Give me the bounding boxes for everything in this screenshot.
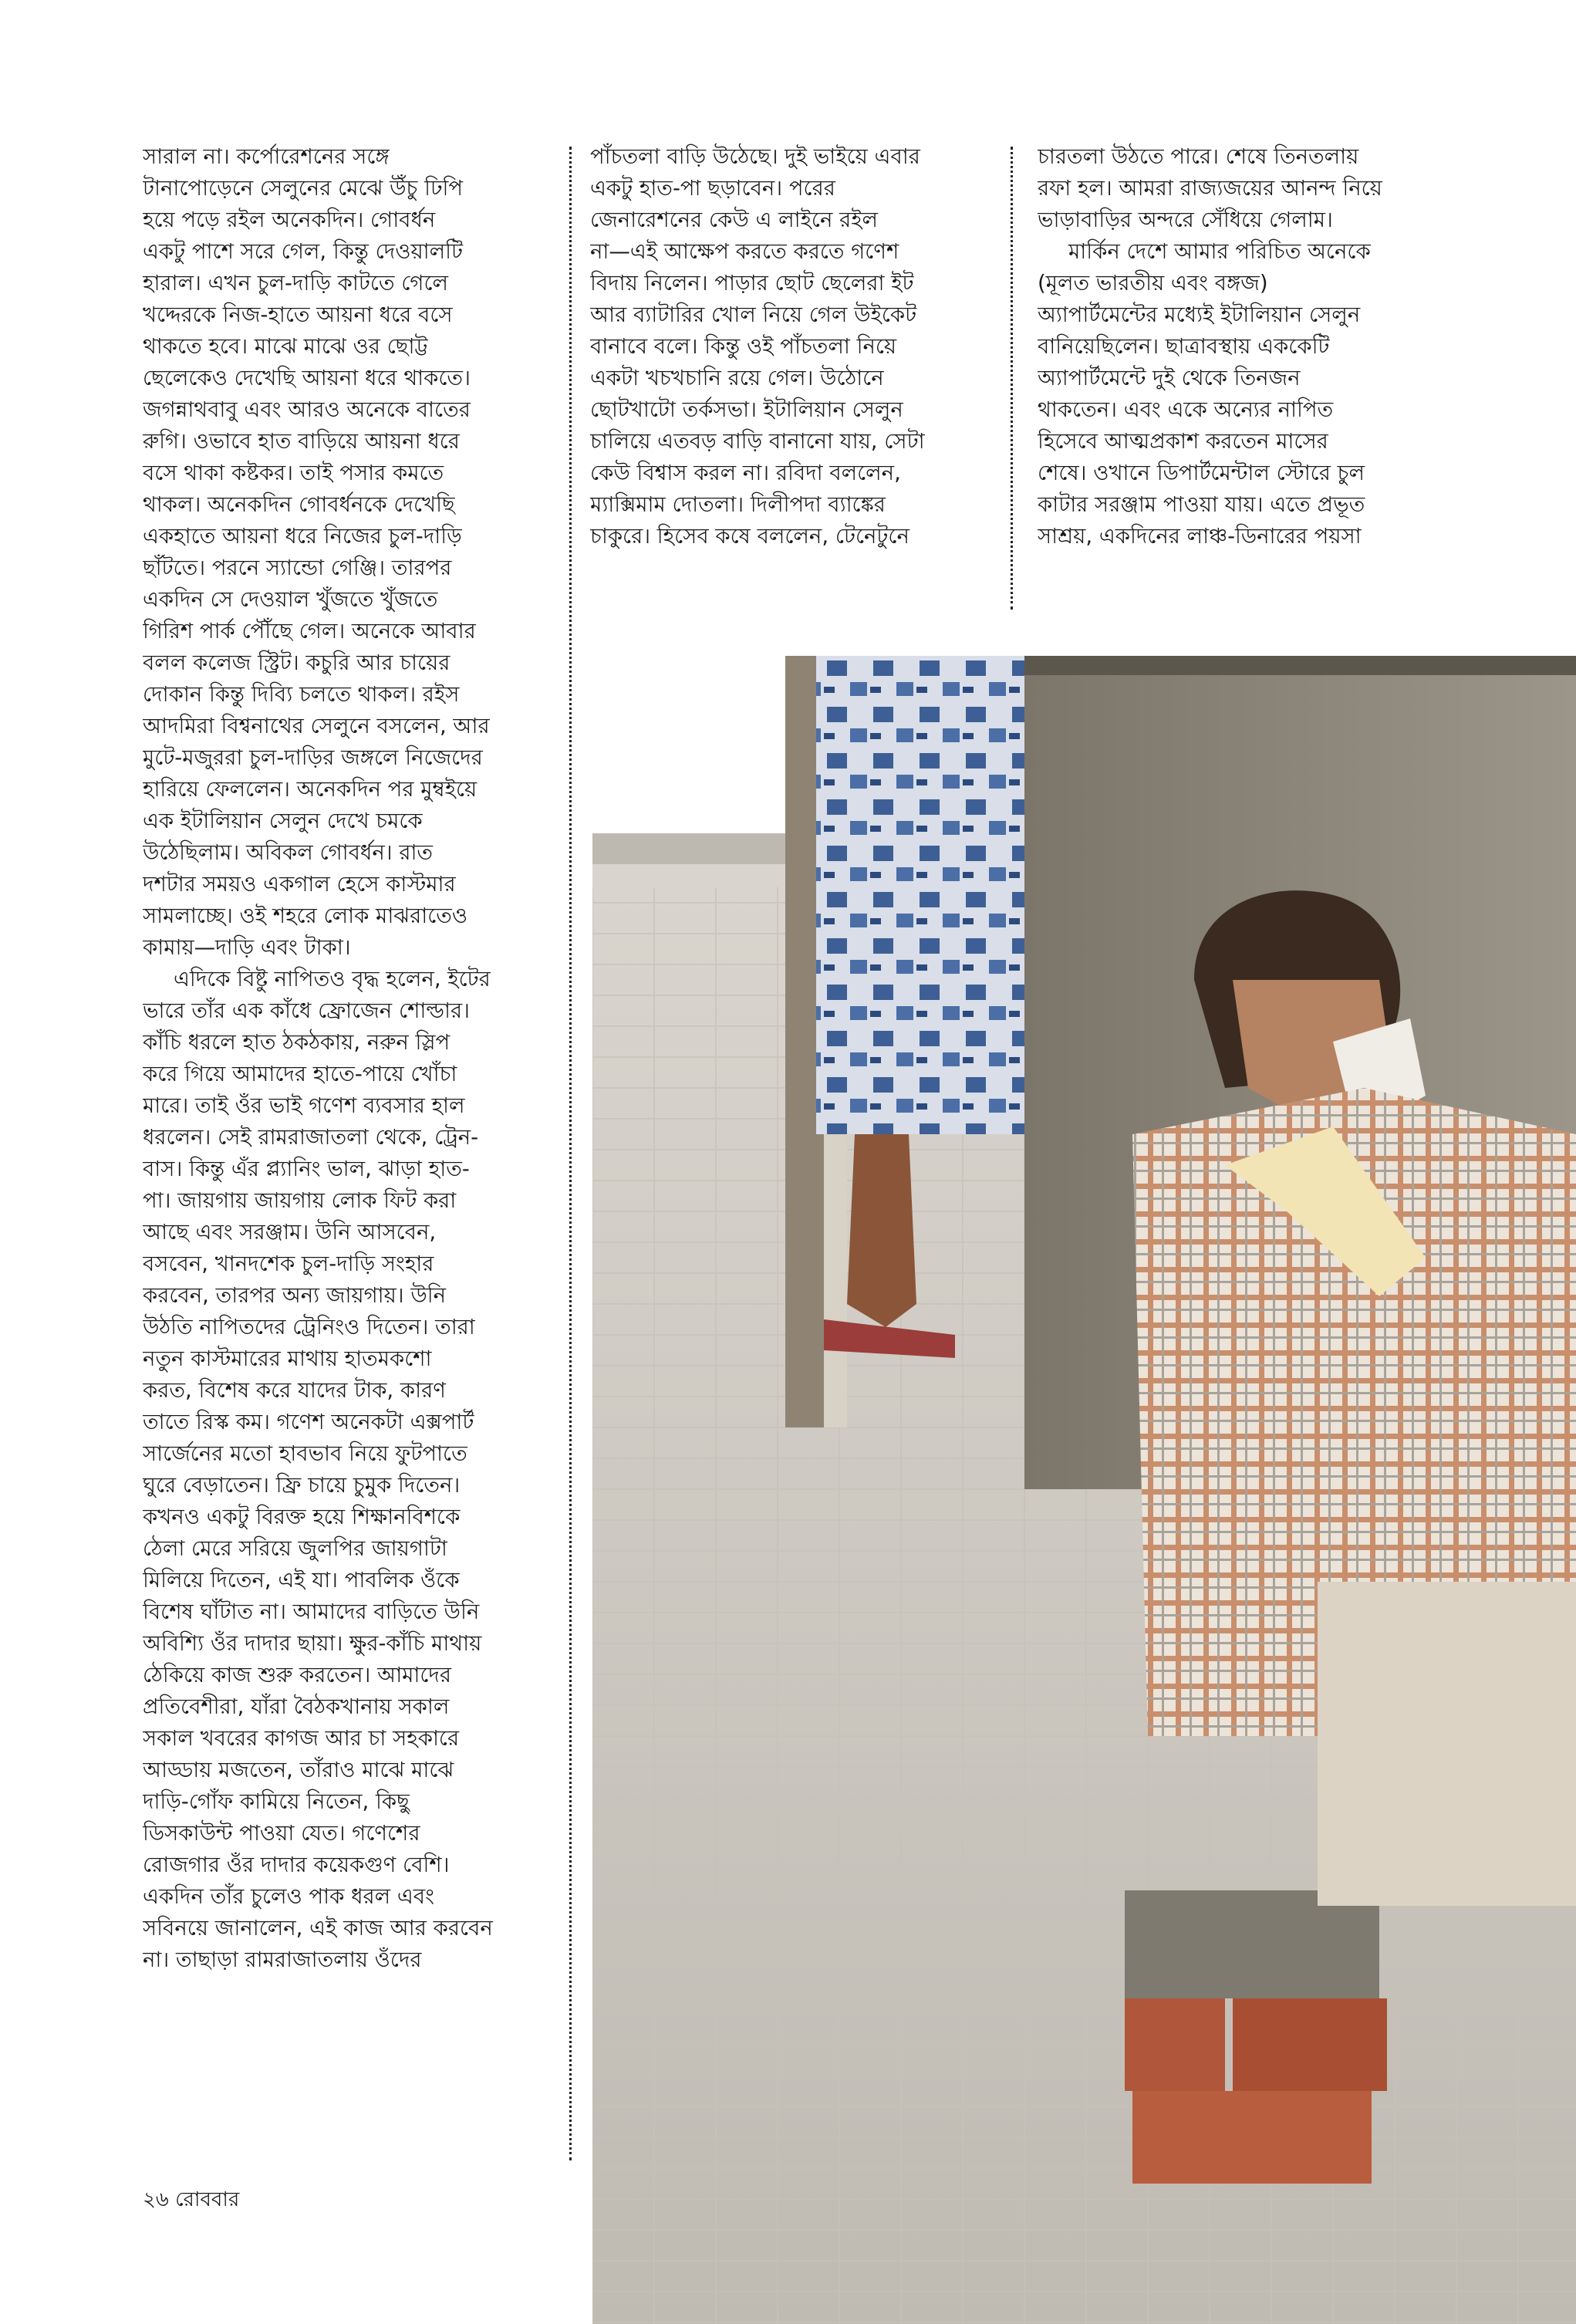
text-line: একদিন সে দেওয়াল খুঁজতে খুঁজতে <box>143 587 438 612</box>
text-line: সামলাচ্ছে। ওই শহরে লোক মাঝরাতেও <box>143 904 468 928</box>
street-barber-photo <box>592 656 1576 2324</box>
text-line: বাস। কিন্তু এঁর প্ল্যানিং ভাল, ঝাড়া হাত- <box>143 1157 470 1181</box>
text-line: আছে এবং সরঞ্জাম। উনি আসবেন, <box>143 1220 437 1245</box>
text-line: দাড়ি-গোঁফ কামিয়ে নিতেন, কিছু <box>143 1789 410 1814</box>
text-line: শেষে। ওখানে ডিপার্টমেন্টাল স্টোরে চুল <box>1038 461 1365 485</box>
text-line: পাঁচতলা বাড়ি উঠেছে। দুই ভাইয়ে এবার <box>590 144 920 169</box>
text-line: ভারে তাঁর এক কাঁধে ফ্রোজেন শোল্ডার। <box>143 998 470 1023</box>
text-line: এদিকে বিষ্টু নাপিতও বৃদ্ধ হলেন, ইটের <box>174 967 491 991</box>
text-line: অ্যাপার্টমেন্টে দুই থেকে তিনজন <box>1038 366 1301 390</box>
text-line: রোজগার ওঁর দাদার কয়েকগুণ বেশি। <box>143 1853 450 1877</box>
text-line: করত, বিশেষ করে যাদের টাক, কারণ <box>143 1378 446 1403</box>
text-line: এক ইটালিয়ান সেলুন দেখে চমকে <box>143 809 423 833</box>
text-line: একদিন তাঁর চুলেও পাক ধরল এবং <box>143 1884 434 1909</box>
text-line: চালিয়ে এতবড় বাড়ি বানানো যায়, সেটা <box>590 429 925 454</box>
text-line: তাতে রিস্ক কম। গণেশ অনেকটা এক্সপার্ট <box>143 1410 474 1434</box>
text-line: আদমিরা বিশ্বনাথের সেলুনে বসলেন, আর <box>143 714 490 738</box>
text-line: একহাতে আয়না ধরে নিজের চুল-দাড়ি <box>143 524 462 549</box>
text-line: কামায়—দাড়ি এবং টাকা। <box>143 935 351 960</box>
folio: ২৬ রোববার <box>143 2188 240 2211</box>
text-line: রুগি। ওভাবে হাত বাড়িয়ে আয়না ধরে <box>143 429 460 454</box>
text-line: বানাবে বলে। কিন্তু ওই পাঁচতলা নিয়ে <box>590 334 897 359</box>
text-line: বসবেন, খানদশেক চুল-দাড়ি সংহার <box>143 1252 434 1276</box>
text-line: না—এই আক্ষেপ করতে করতে গণেশ <box>590 239 899 264</box>
text-line: দশটার সময়ও একগাল হেসে কাস্টমার <box>143 872 456 897</box>
text-line: হিসেবে আত্মপ্রকাশ করতেন মাসের <box>1038 429 1328 454</box>
text-line: বিদায় নিলেন। পাড়ার ছোট ছেলেরা ইট <box>590 271 914 296</box>
text-line: না। তাছাড়া রামরাজাতলায় ওঁদের <box>143 1947 422 1972</box>
text-line: ধরলেন। সেই রামরাজাতলা থেকে, ট্রেন- <box>143 1125 479 1150</box>
text-line: অ্যাপার্টমেন্টের মধ্যেই ইটালিয়ান সেলুন <box>1038 302 1361 327</box>
text-line: কখনও একটু বিরক্ত হয়ে শিক্ষানবিশকে <box>143 1505 461 1529</box>
text-line: সাশ্রয়, একদিনের লাঞ্চ-ডিনারের পয়সা <box>1038 524 1362 549</box>
text-column-1 <box>143 141 559 1976</box>
text-line: বিশেষ ঘাঁটাত না। আমাদের বাড়িতে উনি <box>143 1599 480 1624</box>
column-divider <box>1011 147 1013 610</box>
text-line: উঠতি নাপিতদের ট্রেনিংও দিতেন। তারা <box>143 1315 475 1339</box>
text-line: একটু পাশে সরে গেল, কিন্তু দেওয়ালটি <box>143 239 463 264</box>
text-line: করবেন, তারপর অন্য জায়গায়। উনি <box>143 1283 447 1308</box>
text-line: জগন্নাথবাবু এবং আরও অনেকে বাতের <box>143 397 471 422</box>
column-divider <box>569 147 572 2160</box>
text-line: থাকতেন। এবং একে অন্যের নাপিত <box>1038 397 1334 422</box>
text-line: ম্যাক্সিমাম দোতলা। দিলীপদা ব্যাঙ্কের <box>590 492 886 517</box>
text-line: হারাল। এখন চুল-দাড়ি কাটতে গেলে <box>143 271 448 296</box>
text-line: ঠেলা মেরে সরিয়ে জুলপির জায়গাটা <box>143 1536 447 1561</box>
text-line: আর ব্যাটারির খোল নিয়ে গেল উইকেট <box>590 302 917 327</box>
text-line: একটা খচখচানি রয়ে গেল। উঠোনে <box>590 366 884 390</box>
text-line: অবিশ্যি ওঁর দাদার ছায়া। ক্ষুর-কাঁচি মাথায় <box>143 1631 482 1656</box>
text-line: ঘুরে বেড়াতেন। ফ্রি চায়ে চুমুক দিতেন। <box>143 1473 461 1498</box>
text-line: হারিয়ে ফেললেন। অনেকদিন পর মুম্বইয়ে <box>143 777 478 802</box>
text-line: মিলিয়ে দিতেন, এই যা। পাবলিক ওঁকে <box>143 1568 460 1593</box>
text-line: রফা হল। আমরা রাজ্যজয়ের আনন্দ নিয়ে <box>1038 176 1382 201</box>
text-line: প্রতিবেশীরা, যাঁরা বৈঠকখানায় সকাল <box>143 1694 450 1719</box>
text-line: হয়ে পড়ে রইল অনেকদিন। গোবর্ধন <box>143 208 436 232</box>
text-line: ছেলেকেও দেখেছি আয়না ধরে থাকতে। <box>143 366 471 390</box>
text-line: টানাপোড়েনে সেলুনের মেঝে উঁচু ঢিপি <box>143 176 464 201</box>
text-line: বলল কলেজ স্ট্রিট। কচুরি আর চায়ের <box>143 650 451 675</box>
text-line: চাকুরে। হিসেব কষে বললেন, টেনেটুনে <box>590 524 909 549</box>
text-line: ঠেকিয়ে কাজ শুরু করতেন। আমাদের <box>143 1663 452 1687</box>
text-line: কেউ বিশ্বাস করল না। রবিদা বললেন, <box>590 461 901 485</box>
text-line: থাকল। অনেকদিন গোবর্ধনকে দেখেছি <box>143 492 455 517</box>
text-line: বানিয়েছিলেন। ছাত্রাবস্থায় এককেটি <box>1038 334 1330 359</box>
text-line: উঠেছিলাম। অবিকল গোবর্ধন। রাত <box>143 840 434 865</box>
text-line: পা। জায়গায় জায়গায় লোক ফিট করা <box>143 1188 457 1213</box>
text-line: একটু হাত-পা ছড়াবেন। পরের <box>590 176 835 201</box>
text-column-2 <box>590 141 999 552</box>
text-line: আড্ডায় মজতেন, তাঁরাও মাঝে মাঝে <box>143 1758 454 1782</box>
text-line: সার্জেনের মতো হাবভাব নিয়ে ফুটপাতে <box>143 1441 467 1466</box>
text-line: দোকান কিন্তু দিব্যি চলতে থাকল। রইস <box>143 682 460 707</box>
text-line: কাটার সরঞ্জাম পাওয়া যায়। এতে প্রভূত <box>1038 492 1365 517</box>
text-line: করে গিয়ে আমাদের হাতে-পায়ে খোঁচা <box>143 1062 457 1086</box>
text-line: থাকতে হবে। মাঝে মাঝে ওর ছোট্ট <box>143 334 428 359</box>
text-line: জেনারেশনের কেউ এ লাইনে রইল <box>590 208 879 232</box>
text-column-3 <box>1038 141 1439 552</box>
text-line: মুটে-মজুররা চুল-দাড়ির জঙ্গলে নিজেদের <box>143 745 483 770</box>
text-line: মার্কিন দেশে আমার পরিচিত অনেকে <box>1068 239 1371 264</box>
text-line: ডিসকাউন্ট পাওয়া যেত। গণেশের <box>143 1821 420 1846</box>
text-line: সারাল না। কর্পোরেশনের সঙ্গে <box>143 144 390 169</box>
text-line: ছোটখাটো তর্কসভা। ইটালিয়ান সেলুন <box>590 397 903 422</box>
text-line: বসে থাকা কষ্টকর। তাই পসার কমতে <box>143 461 444 485</box>
text-line: গিরিশ পার্ক পৌঁছে গেল। অনেকে আবার <box>143 619 476 643</box>
text-line: কাঁচি ধরলে হাত ঠকঠকায়, নরুন স্লিপ <box>143 1030 451 1055</box>
text-line: (মূলত ভারতীয় এবং বঙ্গজ) <box>1038 271 1268 296</box>
text-line: সবিনয়ে জানালেন, এই কাজ আর করবেন <box>143 1916 493 1941</box>
text-line: নতুন কাস্টমারের মাথায় হাতমকশো <box>143 1346 432 1371</box>
text-line: খদ্দেরকে নিজ-হাতে আয়না ধরে বসে <box>143 302 453 327</box>
text-line: মারে। তাই ওঁর ভাই গণেশ ব্যবসার হাল <box>143 1093 465 1118</box>
text-line: সকাল খবরের কাগজ আর চা সহকারে <box>143 1726 460 1751</box>
text-line: ভাড়াবাড়ির অন্দরে সেঁধিয়ে গেলাম। <box>1038 208 1333 232</box>
text-line: চারতলা উঠতে পারে। শেষে তিনতলায় <box>1038 144 1359 169</box>
text-line: ছাঁটতে। পরনে স্যান্ডো গেঞ্জি। তারপর <box>143 556 452 580</box>
